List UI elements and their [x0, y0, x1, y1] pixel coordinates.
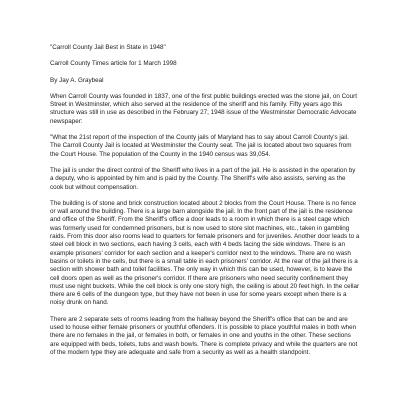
- article-title: "Carroll County Jail Best in State in 1948": [50, 44, 166, 51]
- paragraph: There are 2 separate sets of rooms leading from the hallway beyond the Sheriff's office that can be and are used to house either female prisoners or youthful offenders. It is possible to place youthful males in both when there are no females in the jail, or females in both, or females in one and youths in the other. These sections are equipped with beds, toilets, tubs and wash bowls. There is complete privacy and while the quarters are not of the modern type they are adequate and safe from a security as well as a health standpoint.: [50, 315, 358, 356]
- paragraph: "What the 21st report of the inspection of the County jails of Maryland has to say about Carroll County's jail.: [50, 134, 349, 142]
- paragraph: The Carroll County Jail is located at Westminster the County seat. The jail is located about two squares from the Court House. The population of the County in the 1940 census was 39,054.: [50, 142, 352, 158]
- article-byline: By Jay A. Graybeal: [50, 76, 104, 84]
- paragraph: When Carroll County was founded in 1837, one of the first public buildings erected was the stone jail, on Court Street in Westminster, which also served at the residence of the sheriff and his family. Fifty years ago this structure was still in use as described in the February 27, 1948 issue of the Westminster Democratic Advocate newspaper:: [50, 92, 357, 125]
- paragraph: The building is of stone and brick construction located about 2 blocks from the Court House. There is no fence or wall around the building. There is a large barn alongside the jail. In the front part of the jail is the residence and office of the Sheriff. From the Sheriff's office a door leads to a room in which there is a steel cage which was formerly used for condemned prisoners, but is now used to store slot machines, etc., taken in gambling raids. From this door also rooms lead to quarters for female prisoners and for juveniles. Another door leads to a steel cell block in two sections, each having 3 cells, each with 4 beds facing the side windows. There is an example prisoners' corridor for each section and a keeper's corridor next to the windows. There are no wash basins or toilets in the cells, but there is a small table in each prisoners' corridor. At the rear of the jail there is a section with shower bath and toilet facilities. The only way in which this can be used, however, is to leave the cell doors open as well as the prisoner's corridor. If there are prisoners who need security confinement they must use night buckets. While the cell block is only one story high, the ceiling is about 20 feet high. In the cellar there are 6 cells of the dungeon type, but they have not been in use for some years except when there is a noisy drunk on hand.: [50, 199, 360, 307]
- article-source: Carroll County Times article for 1 March 1998: [50, 60, 177, 68]
- paragraph: The jail is under the direct control of the Sheriff who lives in a part of the jail. He is assisted in the operation by a deputy, who is appointed by him and is paid by the County. The Sheriff's wife also assists, serving as the cook but without compensation.: [50, 166, 356, 191]
